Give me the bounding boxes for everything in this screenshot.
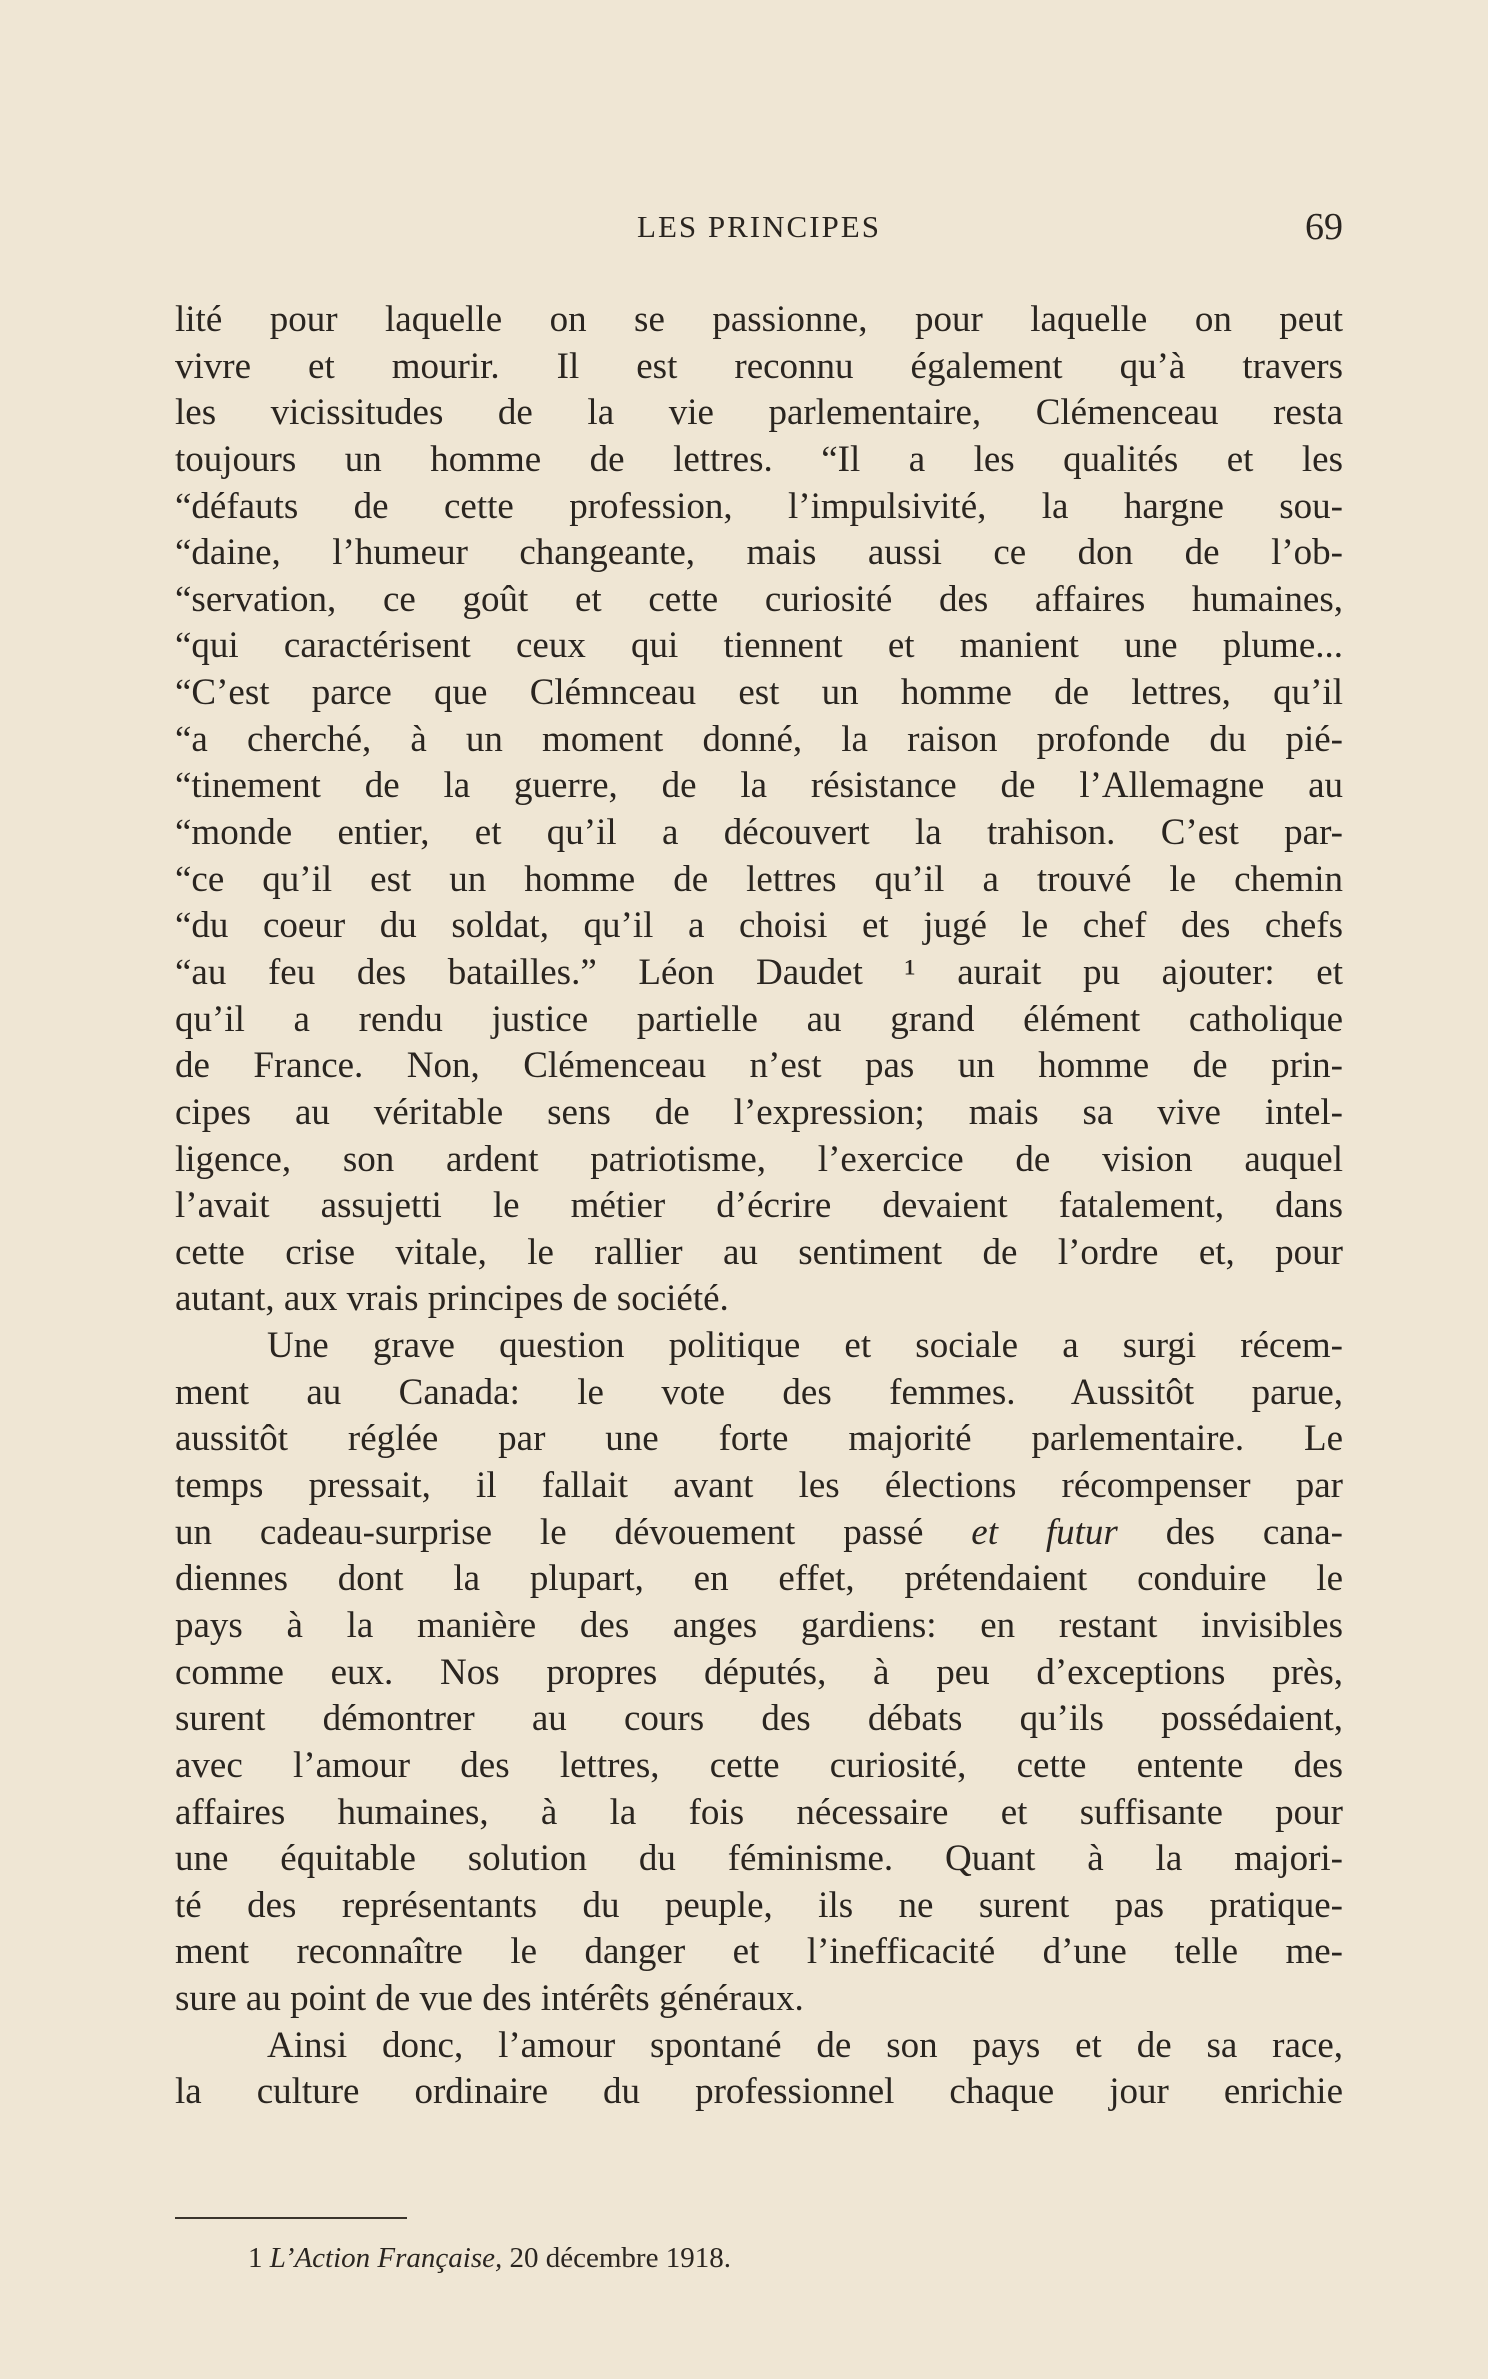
footnote [248, 2242, 731, 2275]
text-line: “au feu des batailles.” Léon Daudet ¹ aurait pu ajouter: et [175, 951, 1343, 993]
text-line: affaires humaines, à la fois nécessaire et suffisante pour [175, 1791, 1343, 1833]
text-line: autant, aux vrais principes de société. [175, 1278, 729, 1320]
text-line: pays à la manière des anges gardiens: en restant invisibles [175, 1604, 1343, 1646]
text-line: “tinement de la guerre, de la résistance de l’Allemagne au [175, 765, 1343, 807]
text-line: cette crise vitale, le rallier au sentiment de l’ordre et, pour [175, 1231, 1343, 1273]
text-line: aussitôt réglée par une forte majorité parlementaire. Le [175, 1418, 1343, 1460]
text-line: sure au point de vue des intérêts généraux. [175, 1978, 804, 2020]
text-line: toujours un homme de lettres. “Il a les qualités et les [175, 438, 1343, 480]
footnote-date: 20 décembre 1918. [509, 2242, 731, 2274]
text-line: une équitable solution du féminisme. Quant à la majori- [175, 1838, 1343, 1880]
text-line: surent démontrer au cours des débats qu’ils possédaient, [175, 1698, 1343, 1740]
text-line: “servation, ce goût et cette curiosité des affaires humaines, [175, 578, 1343, 620]
italic-segment: et futur [971, 1511, 1118, 1553]
body-text [175, 297, 1343, 2116]
text-line: ment reconnaître le danger et l’inefficacité d’une telle me- [175, 1931, 1343, 1973]
running-head [175, 205, 1343, 253]
text-segment: un cadeau-surprise le dévouement passé [175, 1511, 924, 1553]
text-line: “ce qu’il est un homme de lettres qu’il a trouvé le chemin [175, 858, 1343, 900]
text-line: ment au Canada: le vote des femmes. Aussitôt parue, [175, 1371, 1343, 1413]
text-line: Ainsi donc, l’amour spontané de son pays et de sa race, [267, 2024, 1343, 2066]
text-line: les vicissitudes de la vie parlementaire, Clémenceau resta [175, 392, 1343, 434]
text-line: vivre et mourir. Il est reconnu également qu’à travers [175, 345, 1343, 387]
text-line: “défauts de cette profession, l’impulsivité, la hargne sou- [175, 485, 1343, 527]
text-line: té des représentants du peuple, ils ne surent pas pratique- [175, 1884, 1343, 1926]
text-line: “du coeur du soldat, qu’il a choisi et jugé le chef des chefs [175, 905, 1343, 947]
text-line-mixed [175, 1510, 1343, 1557]
text-line: temps pressait, il fallait avant les élections récompenser par [175, 1465, 1343, 1507]
text-line: avec l’amour des lettres, cette curiosité, cette entente des [175, 1744, 1343, 1786]
footnote-marker: 1 [248, 2242, 263, 2274]
text-line: l’avait assujetti le métier d’écrire devaient fatalement, dans [175, 1185, 1343, 1227]
text-segment: des cana- [1165, 1511, 1343, 1553]
text-line: de France. Non, Clémenceau n’est pas un homme de prin- [175, 1045, 1343, 1087]
text-line: Une grave question politique et sociale a surgi récem- [267, 1325, 1343, 1367]
text-line: “qui caractérisent ceux qui tiennent et manient une plume... [175, 625, 1343, 667]
text-line: ligence, son ardent patriotisme, l’exercice de vision auquel [175, 1138, 1343, 1180]
text-line: diennes dont la plupart, en effet, prétendaient conduire le [175, 1558, 1343, 1600]
text-line: qu’il a rendu justice partielle au grand élément catholique [175, 998, 1343, 1040]
footnote-source-title: L’Action Française, [269, 2242, 503, 2274]
footnote-rule [175, 2217, 407, 2219]
running-title: LES PRINCIPES [637, 209, 881, 244]
page-number: 69 [1305, 206, 1343, 248]
text-line: “daine, l’humeur changeante, mais aussi ce don de l’ob- [175, 532, 1343, 574]
text-line: lité pour laquelle on se passionne, pour laquelle on peut [175, 299, 1343, 340]
text-line: “C’est parce que Clémnceau est un homme de lettres, qu’il [175, 672, 1343, 714]
text-line: “a cherché, à un moment donné, la raison profonde du pié- [175, 718, 1343, 760]
text-line: comme eux. Nos propres députés, à peu d’exceptions près, [175, 1651, 1343, 1693]
text-line: cipes au véritable sens de l’expression; mais sa vive intel- [175, 1091, 1343, 1133]
text-line: “monde entier, et qu’il a découvert la trahison. C’est par- [175, 812, 1343, 854]
text-line: la culture ordinaire du professionnel chaque jour enrichie [175, 2071, 1343, 2113]
